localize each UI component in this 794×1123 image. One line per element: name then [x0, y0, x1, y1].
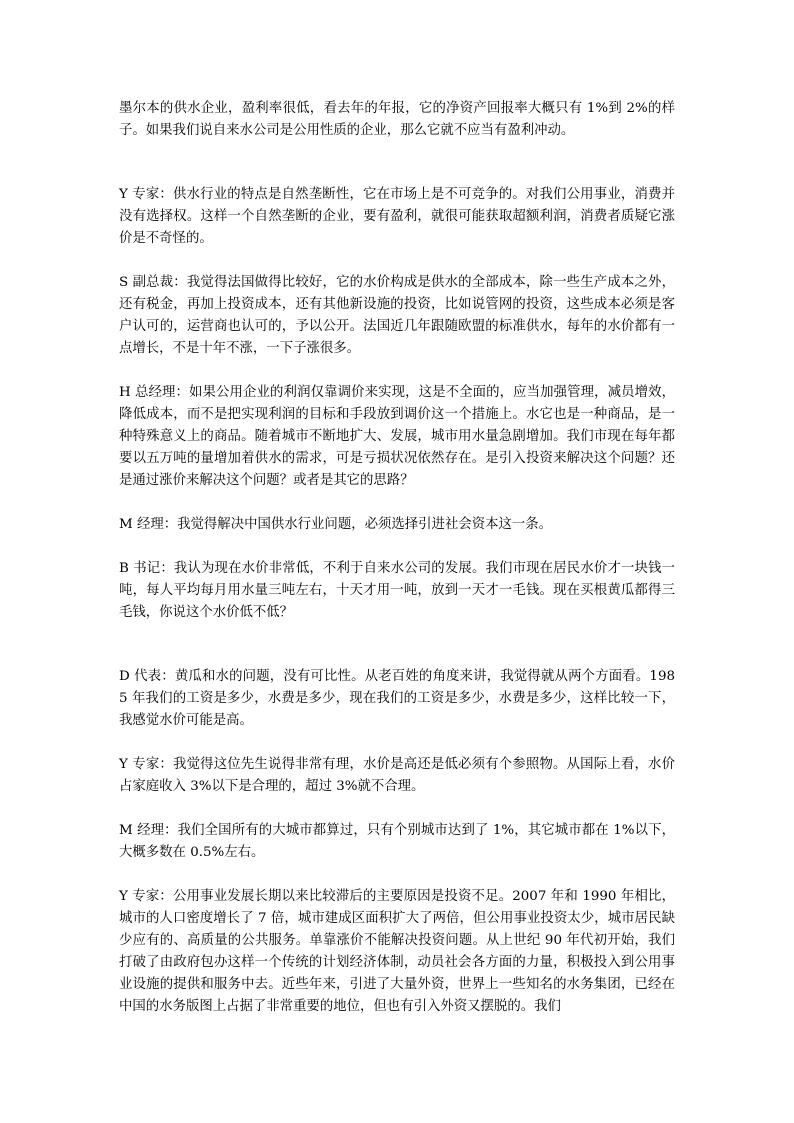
paragraph-manager-m-capital: M 经理：我觉得解决中国供水行业问题，必须选择引进社会资本这一条。 — [119, 517, 553, 532]
paragraph-representative-d-compare: D 代表：黄瓜和水的问题，没有可比性。从老百姓的角度来讲，我觉得就从两个方面看。1985 年我们的工资是多少，水费是多少，现在我们的工资是多少，水费是多少，这样比较一下，我感觉水价可能是高。 — [119, 669, 675, 728]
document-body — [119, 98, 675, 1018]
paragraph-expert-y-investment: Y 专家：公用事业发展长期以来比较滞后的主要原因是投资不足。2007 年和 1990 年相比，城市的人口密度增长了 7 倍，城市建成区面积扩大了两倍，但公用事业投资太少，城市居民缺少应有的、高质量的公共服务。单靠涨价不能解决投资问题。从上世纪 90 年代初开始，我们打破了由政府包办这样一个传统的计划经济体制，动员社会各方面的力量，积极投入到公用事业设施的提供和服务中去。近些年来，引进了大量外资，世界上一些知名的水务集团，已经在中国的水务版图上占据了非常重要的地位，但也有引入外资又摆脱的。我们 — [119, 889, 675, 1014]
paragraph-manager-h-profit: H 总经理：如果公用企业的利润仅靠调价来实现，这是不全面的，应当加强管理，减员增效，降低成本，而不是把实现利润的目标和手段放到调价这一个措施上。水它也是一种商品，是一种特殊意义上的商品。随着城市不断地扩大、发展，城市用水量急剧增加。我们市现在每年都要以五万吨的量增加着供水的需求，可是亏损状况依然存在。是引入投资来解决这个问题？还是通过涨价来解决这个问题？或者是其它的思路？ — [119, 385, 675, 488]
paragraph-melbourne-water: 墨尔本的供水企业，盈利率很低，看去年的年报，它的净资产回报率大概只有 1%到 2%的样子。如果我们说自来水公司是公用性质的企业，那么它就不应当有盈利冲动。 — [119, 101, 675, 138]
paragraph-expert-y-monopoly: Y 专家：供水行业的特点是自然垄断性，它在市场上是不可竞争的。对我们公用事业，消费并没有选择权。这样一个自然垄断的企业，要有盈利，就很可能获取超额利润，消费者质疑它涨价是不奇怪的。 — [119, 187, 675, 246]
paragraph-vp-s-france: S 副总裁：我觉得法国做得比较好，它的水价构成是供水的全部成本，除一些生产成本之外，还有税金，再加上投资成本，还有其他新设施的投资，比如说管网的投资，这些成本必须是客户认可的，运营商也认可的，予以公开。法国近几年跟随欧盟的标准供水，每年的水价都有一点增长，不是十年不涨，一下子涨很多。 — [119, 275, 675, 356]
paragraph-expert-y-reference: Y 专家：我觉得这位先生说得非常有理，水价是高还是低必须有个参照物。从国际上看，水价占家庭收入 3%以下是合理的，超过 3%就不合理。 — [119, 757, 675, 794]
paragraph-secretary-b-price: B 书记：我认为现在水价非常低，不利于自来水公司的发展。我们市现在居民水价才一块钱一吨，每人平均每月用水量三吨左右，十天才用一吨，放到一天才一毛钱。现在买根黄瓜都得三毛钱，你说这个水价低不低？ — [119, 561, 675, 620]
paragraph-manager-m-cities: M 经理：我们全国所有的大城市都算过，只有个别城市达到了 1%，其它城市都在 1%以下，大概多数在 0.5%左右。 — [119, 823, 675, 860]
